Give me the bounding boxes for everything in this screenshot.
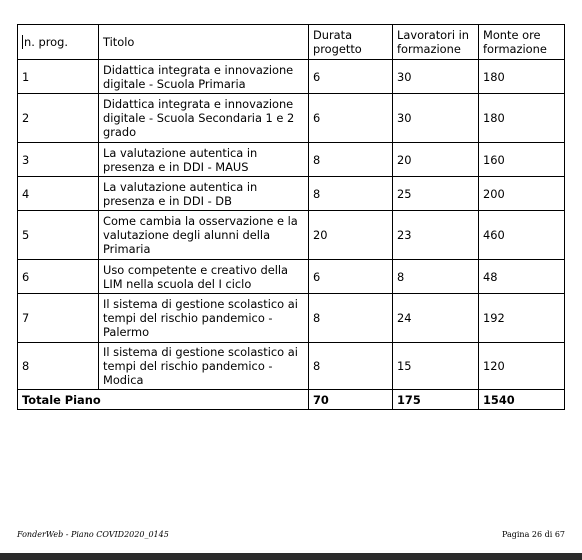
cell-titolo: La valutazione autentica in presenza e in DDI - DB [99, 177, 309, 211]
table-row [18, 60, 565, 94]
cell-lavoratori: 30 [393, 60, 479, 94]
cell-titolo: Didattica integrata e innovazione digitale - Scuola Primaria [99, 60, 309, 94]
cell-lavoratori: 25 [393, 177, 479, 211]
cell-n-prog: 7 [18, 294, 99, 343]
cell-titolo: Il sistema di gestione scolastico ai tempi del rischio pandemico - Palermo [99, 294, 309, 343]
cell-monte-ore: 180 [479, 60, 565, 94]
training-plan-table [17, 24, 565, 410]
cell-n-prog: 6 [18, 260, 99, 294]
cell-lavoratori: 23 [393, 211, 479, 260]
cell-monte-ore: 120 [479, 343, 565, 390]
cell-n-prog: 2 [18, 94, 99, 143]
table-row [18, 143, 565, 177]
table-row [18, 294, 565, 343]
cell-lavoratori: 8 [393, 260, 479, 294]
total-label: Totale Piano [18, 390, 309, 410]
cell-monte-ore: 460 [479, 211, 565, 260]
cell-n-prog: 8 [18, 343, 99, 390]
cell-monte-ore: 180 [479, 94, 565, 143]
header-lavoratori-in-formazione: Lavoratori in formazione [393, 25, 479, 60]
footer-page-number: Pagina 26 di 67 [501, 530, 565, 539]
total-lavoratori: 175 [393, 390, 479, 410]
cell-monte-ore: 48 [479, 260, 565, 294]
table-row [18, 177, 565, 211]
table-row [18, 343, 565, 390]
cell-durata: 8 [309, 177, 393, 211]
cell-titolo: La valutazione autentica in presenza e in DDI - MAUS [99, 143, 309, 177]
cell-n-prog: 3 [18, 143, 99, 177]
table-header-row [18, 25, 565, 60]
cell-titolo: Uso competente e creativo della LIM nella scuola del I ciclo [99, 260, 309, 294]
cell-lavoratori: 20 [393, 143, 479, 177]
cell-monte-ore: 192 [479, 294, 565, 343]
cell-durata: 6 [309, 260, 393, 294]
table-total-row [18, 390, 565, 410]
cell-durata: 6 [309, 60, 393, 94]
cell-lavoratori: 30 [393, 94, 479, 143]
cell-n-prog: 1 [18, 60, 99, 94]
table-row [18, 211, 565, 260]
cell-monte-ore: 200 [479, 177, 565, 211]
cell-durata: 8 [309, 143, 393, 177]
total-monte-ore: 1540 [479, 390, 565, 410]
header-titolo: Titolo [99, 25, 309, 60]
cell-titolo: Il sistema di gestione scolastico ai tempi del rischio pandemico - Modica [99, 343, 309, 390]
cell-n-prog: 5 [18, 211, 99, 260]
cell-titolo: Come cambia la osservazione e la valutazione degli alunni della Primaria [99, 211, 309, 260]
bottom-edge-bar [0, 553, 582, 560]
cell-durata: 20 [309, 211, 393, 260]
table-row [18, 94, 565, 143]
cell-titolo: Didattica integrata e innovazione digitale - Scuola Secondaria 1 e 2 grado [99, 94, 309, 143]
cell-monte-ore: 160 [479, 143, 565, 177]
header-monte-ore-formazione: Monte ore formazione [479, 25, 565, 60]
cell-durata: 6 [309, 94, 393, 143]
table-row [18, 260, 565, 294]
cell-durata: 8 [309, 294, 393, 343]
footer-document-name: FonderWeb - Piano COVID2020_0145 [17, 530, 169, 539]
cell-n-prog: 4 [18, 177, 99, 211]
header-n-prog [18, 25, 99, 60]
cell-lavoratori: 15 [393, 343, 479, 390]
cell-durata: 8 [309, 343, 393, 390]
header-n-prog-text: n. prog. [24, 35, 68, 49]
total-durata: 70 [309, 390, 393, 410]
header-durata-progetto: Durata progetto [309, 25, 393, 60]
cell-lavoratori: 24 [393, 294, 479, 343]
